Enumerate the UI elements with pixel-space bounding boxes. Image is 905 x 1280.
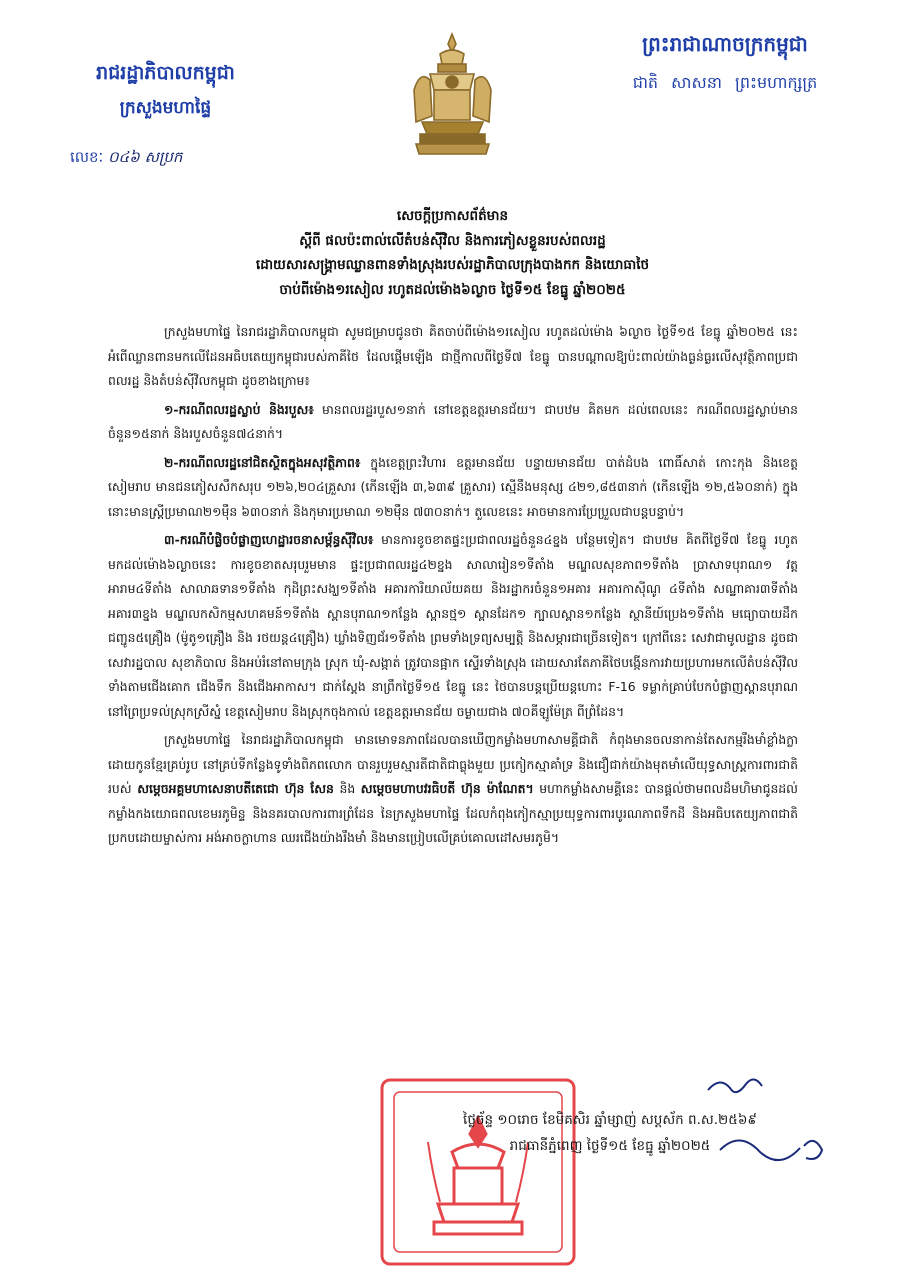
national-motto bbox=[600, 68, 850, 98]
ministry-seal-icon bbox=[368, 1072, 588, 1272]
item-3 bbox=[108, 528, 798, 724]
item-1-text: មានពលរដ្ឋរបួស១នាក់ នៅខេត្តឧត្ដរមានជ័យ។ ជាបឋម គិតមក ដល់ពេលនេះ ករណីពលរដ្ឋស្លាប់មានចំនួន១៥នាក់ និងរបួសចំនួន៧៤នាក់។ bbox=[108, 401, 798, 441]
solar-date: រាជធានីភ្នំពេញ ថ្ងៃទី១៥ ខែធ្នូ ឆ្នាំ២០២៥ bbox=[509, 1138, 711, 1154]
reference-number bbox=[70, 148, 182, 170]
item-1 bbox=[108, 398, 798, 447]
item-2-text: ក្នុងខេត្តព្រះវិហារ ឧត្ដរមានជ័យ បន្ទាយមានជ័យ បាត់ដំបង ពោធិ៍សាត់ កោះកុង និងខេត្តសៀមរាប មានជនភៀសសឹកសរុប ១២៦,២០៤គ្រួសារ (កើនឡើង ៣,៦៣៩ គ្រួសារ) ស្មើនឹងមនុស្ស ៤២១,៨៥៣នាក់ (កើនឡើង ១២,៥៦០នាក់) ក្នុងនោះមានស្ត្រីប្រមាណ២១ម៉ឺន ៦៣០នាក់ និងកុមារប្រមាណ ១២ម៉ឺន ៧៣០នាក់។ តួលេខនេះ អាចមានការប្រែប្រួលជាបន្តបន្ទាប់។ bbox=[108, 454, 798, 519]
document-body bbox=[108, 320, 798, 855]
ministry-name: ក្រសួងមហាផ្ទៃ bbox=[119, 98, 212, 118]
closing-paragraph bbox=[108, 728, 798, 851]
closing-text-2: មហាកម្លាំងសាមគ្គីនេះ បានផ្ដល់ថាមពលដ៏មហិមាជូនដល់កម្លាំងកងយោធពលខេមរភូមិន្ទ និងនគរបាលការពារព្រំដែន នៃក្រសួងមហាផ្ទៃ ដែលកំពុងកៀកស្មាប្រយុទ្ធការពារបូរណភាពទឹកដី និងអធិបតេយ្យភាពជាតិ ប្រកបដោយម្ចាស់ការ អង់អាចក្លាហាន ឈរជើងយ៉ាងរឹងមាំ និងមានប្រៀបលើគ្រប់គោលដៅសមរភូមិ។ bbox=[108, 781, 798, 845]
title-line-3: ដោយសារសង្គ្រាមឈ្លានពានទាំងស្រុងរបស់រដ្ឋាភិបាលក្រុងបាងកក និងយោធាថៃ bbox=[255, 257, 650, 273]
leader-name-2: សម្ដេចមហាបវរធិបតី ហ៊ុន ម៉ាណែត។ bbox=[360, 781, 534, 796]
reference-label: លេខៈ bbox=[70, 148, 104, 166]
royal-emblem-icon bbox=[400, 30, 505, 160]
reference-value: ០៤៦ សប្រក bbox=[107, 148, 183, 166]
item-3-heading: ៣-ករណីបំផ្លិចបំផ្លាញហេដ្ឋារចនាសម្ព័ន្ធស៊ីវិល៖ bbox=[164, 532, 374, 547]
title-line-2: ស្ដីពី ផលប៉ះពាល់លើតំបន់ស៊ីវិល និងការភៀសខ្លួនរបស់ពលរដ្ឋ bbox=[299, 232, 606, 249]
closing-and: និង bbox=[339, 781, 356, 796]
item-2 bbox=[108, 451, 798, 525]
kingdom-name: ព្រះរាជាណាចក្រកម្ពុជា bbox=[642, 32, 808, 56]
motto-nation: ជាតិ bbox=[632, 73, 659, 92]
government-name: រាជរដ្ឋាភិបាលកម្ពុជា bbox=[96, 62, 235, 84]
lunar-date: ថ្ងៃច័ន្ទ ១០រោច ខែមិគសិរ ឆ្នាំម្សាញ់ សប្ដស័ក ព.ស.២៥៦៩ bbox=[463, 1112, 757, 1128]
document-title bbox=[150, 204, 755, 302]
item-3-text: មានការខូចខាតផ្ទះប្រជាពលរដ្ឋចំនួន៤ខ្នង បន្ថែមទៀត។ ជាបឋម គិតពីថ្ងៃទី៧ ខែធ្នូ រហូតមកដល់ម៉ោង៦ល្ងាចនេះ ការខូចខាតសរុបរួមមាន ផ្ទះប្រជាពលរដ្ឋ៤២ខ្នង សាលារៀន១ទីតាំង មណ្ឌលសុខភាព១ទីតាំង ប្រាសាទបុរាណ១ វត្តអារាម៤ទីតាំង សាលាឆទាន១ទីតាំង កុដិព្រះសង្ឃ១ទីតាំង អគារការិយាល័យគយ និងរដ្ឋាករចំនួន១អគារ អគារកាស៊ីណូ ៤ទីតាំង សណ្ឋាគារ៣ទីតាំង អគារ៣ខ្នង មណ្ឌលកសិកម្មសហគមន៍១ទីតាំង ស្ពានបុរាណ១កន្លែង ស្ពានថ្ម១ ស្ពានដែក១ ក្បាលស្ពាន១កន្លែង ស្ថានីយ៍ប្រេង១ទីតាំង មធ្យោបាយដឹកជញ្ជូន៥គ្រឿង (ម៉ូតូ១គ្រឿង និង រថយន្ត៤គ្រឿង) ឃ្លាំងទិញជ័រ១ទីតាំង ព្រមទាំងទ្រព្យសម្បត្តិ និងសម្ភារជាច្រើនទៀត។ ក្រៅពីនេះ សេវាជាមូលដ្ឋាន ដូចជា សេវារដ្ឋបាល សុខាភិបាល និងអប់រំនៅតាមក្រុង ស្រុក ឃុំ-សង្កាត់ ត្រូវបានផ្អាក ស្ទើរទាំងស្រុង ដោយសារតែភាគីថៃបង្កើនការវាយប្រហារមកលើតំបន់ស៊ីវិល ទាំងតាមជើងគោក ជើងទឹក និងជើងអាកាស។ ជាក់ស្ដែង នាព្រឹកថ្ងៃទី១៥ ខែធ្នូ នេះ ថៃបានបន្តប្រើយន្តហោះ F-16 ទម្លាក់គ្រាប់បែកបំផ្លាញស្ពានបុរាណ នៅព្រៃប្រទល់ស្រុកស្រីស្នំ ខេត្តសៀមរាប និងស្រុកចុងកាល់ ខេត្តឧត្ដរមានជ័យ ចម្ងាយជាង ៧០គីឡូម៉ែត្រ ពីព្រំដែន។ bbox=[108, 532, 798, 719]
header-right bbox=[600, 28, 850, 98]
title-line-4: ចាប់ពីម៉ោង១រសៀល រហូតដល់ម៉ោង៦ល្ងាច ថ្ងៃទី១៥ ខែធ្នូ ឆ្នាំ២០២៥ bbox=[279, 281, 626, 298]
motto-king: ព្រះមហាក្សត្រ bbox=[735, 73, 818, 92]
title-line-1: សេចក្ដីប្រកាសព័ត៌មាន bbox=[396, 208, 509, 224]
motto-religion: សាសនា bbox=[671, 73, 722, 92]
closing-text-1: ក្រសួងមហាផ្ទៃ នៃរាជរដ្ឋាភិបាលកម្ពុជា មានមោទនភាពដែលបានឃើញកម្លាំងមហាសាមគ្គីជាតិ កំពុងមានចលនាកាន់តែសកម្មរឹងមាំខ្លាំងក្លា ដោយកូនខ្មែរគ្រប់រូប នៅគ្រប់ទីកន្លែងទូទាំងពិភពលោក បានរួបរួមស្មារតីជាតិជាធ្លុងមួយ ប្រកៀកស្មាគាំទ្រ និងជឿជាក់យ៉ាងមុតមាំលើយុទ្ធសាស្ត្រការពារជាតិរបស់ bbox=[108, 732, 798, 796]
intro-paragraph: ក្រសួងមហាផ្ទៃ នៃរាជរដ្ឋាភិបាលកម្ពុជា សូមជម្រាបជូនថា គិតចាប់ពីម៉ោង១រសៀល រហូតដល់ម៉ោង ៦ល្ងាច ថ្ងៃទី១៥ ខែធ្នូ ឆ្នាំ២០២៥ នេះ អំពើឈ្លានពានមកលើដែនអធិបតេយ្យកម្ពុជារបស់ភាគីថៃ ដែលផ្ដើមឡើង ជាថ្មីកាលពីថ្ងៃទី៧ ខែធ្នូ បានបណ្ដាលឱ្យប៉ះពាល់យ៉ាងធ្ងន់ធ្ងរលើសុវត្ថិភាពប្រជាពលរដ្ឋ និងតំបន់ស៊ីវិលកម្ពុជា ដូចខាងក្រោម៖ bbox=[108, 324, 798, 388]
item-1-heading: ១-ករណីពលរដ្ឋស្លាប់ និងរបួស៖ bbox=[164, 401, 314, 417]
leader-name-1: សម្ដេចអគ្គមហាសេនាបតីតេជោ ហ៊ុន សែន bbox=[137, 781, 334, 796]
item-2-heading: ២-ករណីពលរដ្ឋនៅជិតស្ថិតក្នុងអសុវត្ថិភាព៖ bbox=[164, 454, 361, 470]
header-left bbox=[58, 58, 273, 122]
